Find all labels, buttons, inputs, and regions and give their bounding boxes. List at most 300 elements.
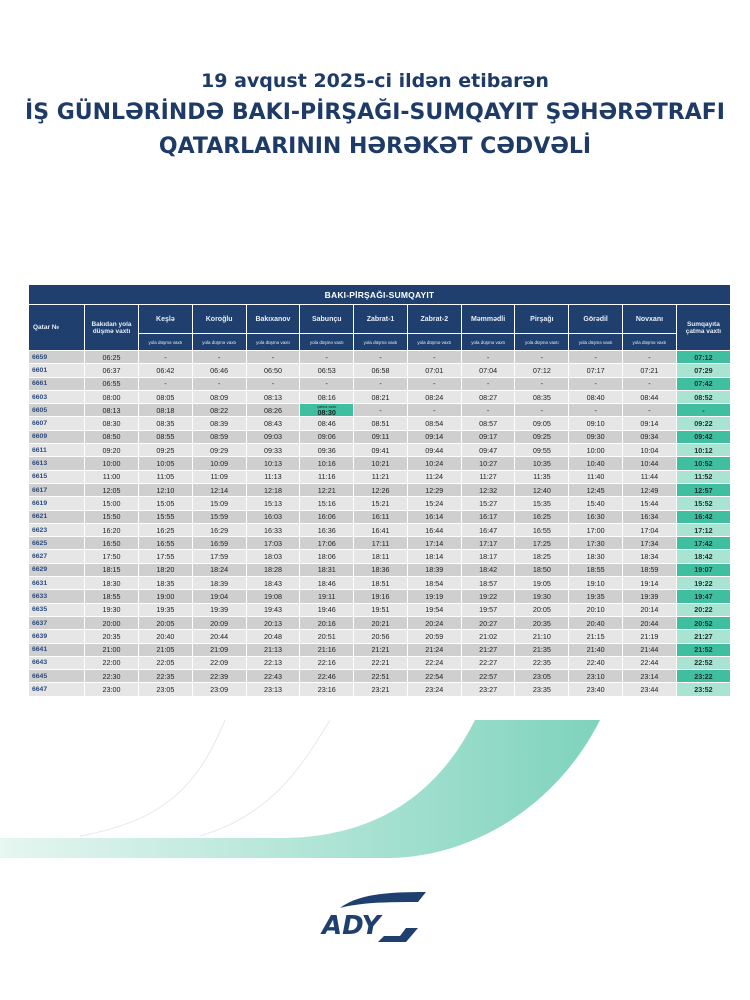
stop-time: 18:46: [300, 577, 354, 590]
stop-time: -: [407, 377, 461, 390]
col-station-sublabel: yola düşmə vaxtı: [246, 334, 300, 351]
stop-time: 09:44: [407, 444, 461, 457]
stop-time: 23:44: [623, 683, 677, 696]
stop-time: 19:11: [300, 590, 354, 603]
stop-time: 15:24: [407, 497, 461, 510]
stop-time: 19:05: [515, 577, 569, 590]
departure-time: 18:15: [85, 563, 139, 576]
stop-time: 19:54: [407, 603, 461, 616]
stop-time: 15:44: [623, 497, 677, 510]
stop-time: -: [623, 404, 677, 417]
ady-logo: [318, 890, 433, 950]
stop-time: 18:59: [623, 563, 677, 576]
stop-time: 16:14: [407, 510, 461, 523]
train-number: 6619: [29, 497, 85, 510]
stop-time: 08:27: [461, 390, 515, 403]
stop-time: 18:54: [407, 577, 461, 590]
stop-time: 19:00: [139, 590, 193, 603]
train-number: 6639: [29, 630, 85, 643]
stop-time: 08:44: [623, 390, 677, 403]
stop-time: 23:05: [139, 683, 193, 696]
stop-time: 23:24: [407, 683, 461, 696]
stop-time: 20:44: [623, 616, 677, 629]
stop-time: 10:27: [461, 457, 515, 470]
col-station-sublabel: yola düşmə vaxtı: [407, 334, 461, 351]
stop-time: 21:24: [407, 643, 461, 656]
table-row: [29, 497, 731, 510]
stop-time: 09:03: [246, 430, 300, 443]
stop-time: 12:18: [246, 483, 300, 496]
stop-time: 11:40: [569, 470, 623, 483]
terminal-arrival-cell: [300, 404, 354, 417]
route-banner: BAKI-PİRŞAĞI-SUMQAYIT: [29, 285, 731, 305]
stop-time: 08:57: [461, 417, 515, 430]
departure-time: 22:00: [85, 656, 139, 669]
departure-time: 11:00: [85, 470, 139, 483]
stop-time: 19:43: [246, 603, 300, 616]
col-station-sublabel: yola düşmə vaxtı: [461, 334, 515, 351]
departure-time: 20:35: [85, 630, 139, 643]
stop-time: 06:42: [139, 364, 193, 377]
col-train-number: Qatar №: [29, 305, 85, 351]
stop-time: 16:36: [300, 523, 354, 536]
stop-time: 16:33: [246, 523, 300, 536]
arrival-time: 23:52: [676, 683, 730, 696]
arrival-time: 15:52: [676, 497, 730, 510]
stop-time: -: [300, 351, 354, 364]
stop-time: 18:31: [300, 563, 354, 576]
stop-time: -: [246, 377, 300, 390]
stop-time: 06:50: [246, 364, 300, 377]
stop-time: 16:17: [461, 510, 515, 523]
departure-time: 20:00: [85, 616, 139, 629]
stop-time: -: [407, 404, 461, 417]
stop-time: 20:40: [569, 616, 623, 629]
stop-time: 09:55: [515, 444, 569, 457]
table-row: [29, 457, 731, 470]
col-station: Koroğlu: [192, 305, 246, 334]
table-row: [29, 404, 731, 417]
stop-time: 16:11: [354, 510, 408, 523]
stop-time: 08:24: [407, 390, 461, 403]
departure-time: 15:50: [85, 510, 139, 523]
stop-time: 09:25: [515, 430, 569, 443]
stop-time: 21:02: [461, 630, 515, 643]
departure-time: 06:25: [85, 351, 139, 364]
arrival-time: 20:52: [676, 616, 730, 629]
stop-time: -: [569, 351, 623, 364]
stop-time: 19:14: [623, 577, 677, 590]
table-row: [29, 483, 731, 496]
arrival-time: 10:12: [676, 444, 730, 457]
stop-time: 23:16: [300, 683, 354, 696]
stop-time: 18:17: [461, 550, 515, 563]
stop-time: 15:59: [192, 510, 246, 523]
stop-time: 09:17: [461, 430, 515, 443]
table-row: [29, 683, 731, 696]
stop-time: 07:21: [623, 364, 677, 377]
stop-time: 08:26: [246, 404, 300, 417]
stop-time: 11:35: [515, 470, 569, 483]
schedule-table: [28, 284, 731, 697]
stop-time: 08:13: [246, 390, 300, 403]
stop-time: 10:04: [623, 444, 677, 457]
stop-time: 09:25: [139, 444, 193, 457]
stop-time: 10:44: [623, 457, 677, 470]
stop-time: 08:59: [192, 430, 246, 443]
stop-time: 21:27: [461, 643, 515, 656]
departure-time: 08:00: [85, 390, 139, 403]
train-number: 6627: [29, 550, 85, 563]
stop-time: 19:30: [515, 590, 569, 603]
departure-time: 15:00: [85, 497, 139, 510]
table-row: [29, 510, 731, 523]
col-station: Zabrat-2: [407, 305, 461, 334]
arrival-time: 17:42: [676, 537, 730, 550]
stop-time: 12:21: [300, 483, 354, 496]
stop-time: 22:05: [139, 656, 193, 669]
table-row: [29, 351, 731, 364]
col-station: Məmmədli: [461, 305, 515, 334]
stop-time: 09:14: [623, 417, 677, 430]
arrival-time: 17:12: [676, 523, 730, 536]
stop-time: -: [139, 377, 193, 390]
stop-time: 07:04: [461, 364, 515, 377]
col-station-sublabel: yola düşmə vaxtı: [623, 334, 677, 351]
stop-time: 15:05: [139, 497, 193, 510]
stop-time: -: [623, 377, 677, 390]
stop-time: 22:35: [515, 656, 569, 669]
stop-time: 18:11: [354, 550, 408, 563]
stop-time: 16:29: [192, 523, 246, 536]
stop-time: 12:49: [623, 483, 677, 496]
stop-time: -: [461, 351, 515, 364]
stop-time: -: [515, 377, 569, 390]
departure-time: 08:13: [85, 404, 139, 417]
stop-time: 19:57: [461, 603, 515, 616]
table-row: [29, 470, 731, 483]
stop-time: 23:14: [623, 670, 677, 683]
stop-time: 20:14: [623, 603, 677, 616]
train-number: 6643: [29, 656, 85, 669]
stop-time: 12:32: [461, 483, 515, 496]
stop-time: 19:35: [569, 590, 623, 603]
col-station: Novxanı: [623, 305, 677, 334]
stop-time: 16:30: [569, 510, 623, 523]
stop-time: 11:16: [300, 470, 354, 483]
stop-time: 16:25: [139, 523, 193, 536]
stop-time: 18:39: [192, 577, 246, 590]
stop-time: 10:35: [515, 457, 569, 470]
stop-time: 22:21: [354, 656, 408, 669]
stop-time: 18:28: [246, 563, 300, 576]
stop-time: 17:34: [623, 537, 677, 550]
stop-time: 08:46: [300, 417, 354, 430]
arrival-time: 18:42: [676, 550, 730, 563]
stop-time: 12:45: [569, 483, 623, 496]
stop-time: 20:05: [515, 603, 569, 616]
departure-time: 16:50: [85, 537, 139, 550]
departure-time: 12:05: [85, 483, 139, 496]
stop-time: 16:03: [246, 510, 300, 523]
train-number: 6603: [29, 390, 85, 403]
stop-time: 17:17: [461, 537, 515, 550]
stop-time: -: [354, 351, 408, 364]
train-number: 6661: [29, 377, 85, 390]
stop-time: 10:13: [246, 457, 300, 470]
stop-time: 16:34: [623, 510, 677, 523]
col-station-sublabel: yola düşmə vaxtı: [139, 334, 193, 351]
col-station: Görədil: [569, 305, 623, 334]
stop-time: 08:21: [354, 390, 408, 403]
stop-time: 22:44: [623, 656, 677, 669]
stop-time: 09:05: [515, 417, 569, 430]
train-number: 6625: [29, 537, 85, 550]
stop-time: 19:16: [354, 590, 408, 603]
stop-time: 11:13: [246, 470, 300, 483]
stop-time: 20:44: [192, 630, 246, 643]
table-row: [29, 563, 731, 576]
stop-time: 20:59: [407, 630, 461, 643]
stop-time: 15:40: [569, 497, 623, 510]
col-station: Sabunçu: [300, 305, 354, 334]
stop-time: 08:55: [139, 430, 193, 443]
stop-time: 21:21: [354, 643, 408, 656]
col-station: Pirşağı: [515, 305, 569, 334]
stop-time: 22:13: [246, 656, 300, 669]
stop-time: -: [515, 351, 569, 364]
arrival-time: 09:42: [676, 430, 730, 443]
stop-time: -: [354, 404, 408, 417]
stop-time: 16:47: [461, 523, 515, 536]
stop-time: 23:27: [461, 683, 515, 696]
stop-time: 18:51: [354, 577, 408, 590]
stop-time: 23:35: [515, 683, 569, 696]
train-number: 6629: [29, 563, 85, 576]
arrival-time: 21:52: [676, 643, 730, 656]
col-station-sublabel: yola düşmə vaxtı: [515, 334, 569, 351]
arrival-time: 23:22: [676, 670, 730, 683]
stop-time: 17:25: [515, 537, 569, 550]
table-row: [29, 590, 731, 603]
table-row: [29, 630, 731, 643]
stop-time: 16:59: [192, 537, 246, 550]
stop-time: 17:00: [569, 523, 623, 536]
train-number: 6605: [29, 404, 85, 417]
stop-time: -: [192, 351, 246, 364]
col-station: Bakıxanov: [246, 305, 300, 334]
stop-time: 21:40: [569, 643, 623, 656]
stop-time: 08:51: [354, 417, 408, 430]
stop-time: 10:05: [139, 457, 193, 470]
stop-time: 20:51: [300, 630, 354, 643]
table-row: [29, 603, 731, 616]
col-station: Keşlə: [139, 305, 193, 334]
stop-time: -: [461, 404, 515, 417]
stop-time: 22:39: [192, 670, 246, 683]
stop-time: 22:27: [461, 656, 515, 669]
departure-time: 09:20: [85, 444, 139, 457]
stop-time: 12:29: [407, 483, 461, 496]
stop-time: 08:35: [515, 390, 569, 403]
stop-time: 06:46: [192, 364, 246, 377]
stop-time: 10:09: [192, 457, 246, 470]
stop-time: 18:06: [300, 550, 354, 563]
stop-time: 19:22: [461, 590, 515, 603]
stop-time: 20:35: [515, 616, 569, 629]
stop-time: -: [623, 351, 677, 364]
table-row: [29, 616, 731, 629]
arrival-time: 09:22: [676, 417, 730, 430]
arrival-time: 07:42: [676, 377, 730, 390]
stop-time: 22:54: [407, 670, 461, 683]
stop-time: 08:18: [139, 404, 193, 417]
stop-time: -: [569, 377, 623, 390]
departure-time: 16:20: [85, 523, 139, 536]
arrival-time: 08:52: [676, 390, 730, 403]
stop-time: 18:42: [461, 563, 515, 576]
departure-time: 17:50: [85, 550, 139, 563]
train-number: 6633: [29, 590, 85, 603]
stop-time: 09:11: [354, 430, 408, 443]
stop-time: 06:53: [300, 364, 354, 377]
stop-time: 16:25: [515, 510, 569, 523]
stop-time: -: [407, 351, 461, 364]
stop-time: 21:44: [623, 643, 677, 656]
stop-time: 15:21: [354, 497, 408, 510]
stop-time: 08:54: [407, 417, 461, 430]
arrival-time: 08:30: [317, 408, 336, 418]
table-row: [29, 444, 731, 457]
stop-time: 19:10: [569, 577, 623, 590]
train-number: 6623: [29, 523, 85, 536]
effective-date: 19 avqust 2025-ci ildən etibarən: [201, 70, 549, 92]
train-number: 6635: [29, 603, 85, 616]
stop-time: 23:40: [569, 683, 623, 696]
stop-time: 11:09: [192, 470, 246, 483]
stop-time: 12:14: [192, 483, 246, 496]
stop-time: -: [461, 377, 515, 390]
stop-time: 23:05: [515, 670, 569, 683]
table-row: [29, 390, 731, 403]
stop-time: 20:27: [461, 616, 515, 629]
arrival-time: -: [676, 404, 730, 417]
stop-time: 18:25: [515, 550, 569, 563]
stop-time: 22:24: [407, 656, 461, 669]
stop-time: 09:30: [569, 430, 623, 443]
stop-time: 17:55: [139, 550, 193, 563]
stop-time: 22:46: [300, 670, 354, 683]
train-number: 6609: [29, 430, 85, 443]
stop-time: 18:03: [246, 550, 300, 563]
departure-time: 23:00: [85, 683, 139, 696]
departure-time: 10:00: [85, 457, 139, 470]
stop-time: 19:35: [139, 603, 193, 616]
train-number: 6631: [29, 577, 85, 590]
table-row: [29, 377, 731, 390]
stop-time: 20:24: [407, 616, 461, 629]
stop-time: 10:24: [407, 457, 461, 470]
stop-time: 08:05: [139, 390, 193, 403]
stop-time: 16:44: [407, 523, 461, 536]
train-number: 6621: [29, 510, 85, 523]
col-station-sublabel: yola düşmə vaxtı: [300, 334, 354, 351]
col-sumqayit-arrival: Sumqayıta çatma vaxtı: [676, 305, 730, 351]
departure-time: 18:30: [85, 577, 139, 590]
stop-time: 09:29: [192, 444, 246, 457]
stop-time: 20:21: [354, 616, 408, 629]
stop-time: 21:13: [246, 643, 300, 656]
stop-time: 20:16: [300, 616, 354, 629]
stop-time: 09:10: [569, 417, 623, 430]
stop-time: 20:10: [569, 603, 623, 616]
stop-time: 18:35: [139, 577, 193, 590]
arrival-note: çatma vaxtı: [317, 405, 337, 410]
arrival-time: 16:42: [676, 510, 730, 523]
stop-time: 17:30: [569, 537, 623, 550]
stop-time: 09:06: [300, 430, 354, 443]
stop-time: 15:13: [246, 497, 300, 510]
stop-time: 08:16: [300, 390, 354, 403]
table-row: [29, 430, 731, 443]
arrival-time: 19:47: [676, 590, 730, 603]
stop-time: 16:06: [300, 510, 354, 523]
departure-time: 08:30: [85, 417, 139, 430]
departure-time: 08:50: [85, 430, 139, 443]
departure-time: 06:37: [85, 364, 139, 377]
stop-time: 20:48: [246, 630, 300, 643]
stop-time: 10:16: [300, 457, 354, 470]
stop-time: 18:34: [623, 550, 677, 563]
stop-time: 17:03: [246, 537, 300, 550]
departure-time: 18:55: [85, 590, 139, 603]
departure-time: 06:55: [85, 377, 139, 390]
stop-time: 19:19: [407, 590, 461, 603]
stop-time: 18:36: [354, 563, 408, 576]
train-number: 6613: [29, 457, 85, 470]
stop-time: 19:51: [354, 603, 408, 616]
arrival-time: 12:57: [676, 483, 730, 496]
train-number: 6607: [29, 417, 85, 430]
stop-time: 19:39: [623, 590, 677, 603]
stop-time: 21:35: [515, 643, 569, 656]
stop-time: 07:01: [407, 364, 461, 377]
stop-time: 10:40: [569, 457, 623, 470]
stop-time: 18:24: [192, 563, 246, 576]
stop-time: 08:40: [569, 390, 623, 403]
arrival-time: 07:12: [676, 351, 730, 364]
table-row: [29, 364, 731, 377]
stop-time: 23:09: [192, 683, 246, 696]
table-row: [29, 656, 731, 669]
stop-time: 21:05: [139, 643, 193, 656]
stop-time: 16:41: [354, 523, 408, 536]
col-baku-departure: Bakıdan yola düşmə vaxtı: [85, 305, 139, 351]
stop-time: 18:20: [139, 563, 193, 576]
stop-time: 10:00: [569, 444, 623, 457]
stop-time: 22:09: [192, 656, 246, 669]
stop-time: 10:21: [354, 457, 408, 470]
stop-time: -: [300, 377, 354, 390]
stop-time: 09:33: [246, 444, 300, 457]
stop-time: 11:21: [354, 470, 408, 483]
page-subtitle: QATARLARININ HƏRƏKƏT CƏDVƏLİ: [158, 134, 592, 159]
stop-time: 15:35: [515, 497, 569, 510]
table-row: [29, 577, 731, 590]
stop-time: 09:34: [623, 430, 677, 443]
stop-time: 11:44: [623, 470, 677, 483]
stop-time: 09:14: [407, 430, 461, 443]
